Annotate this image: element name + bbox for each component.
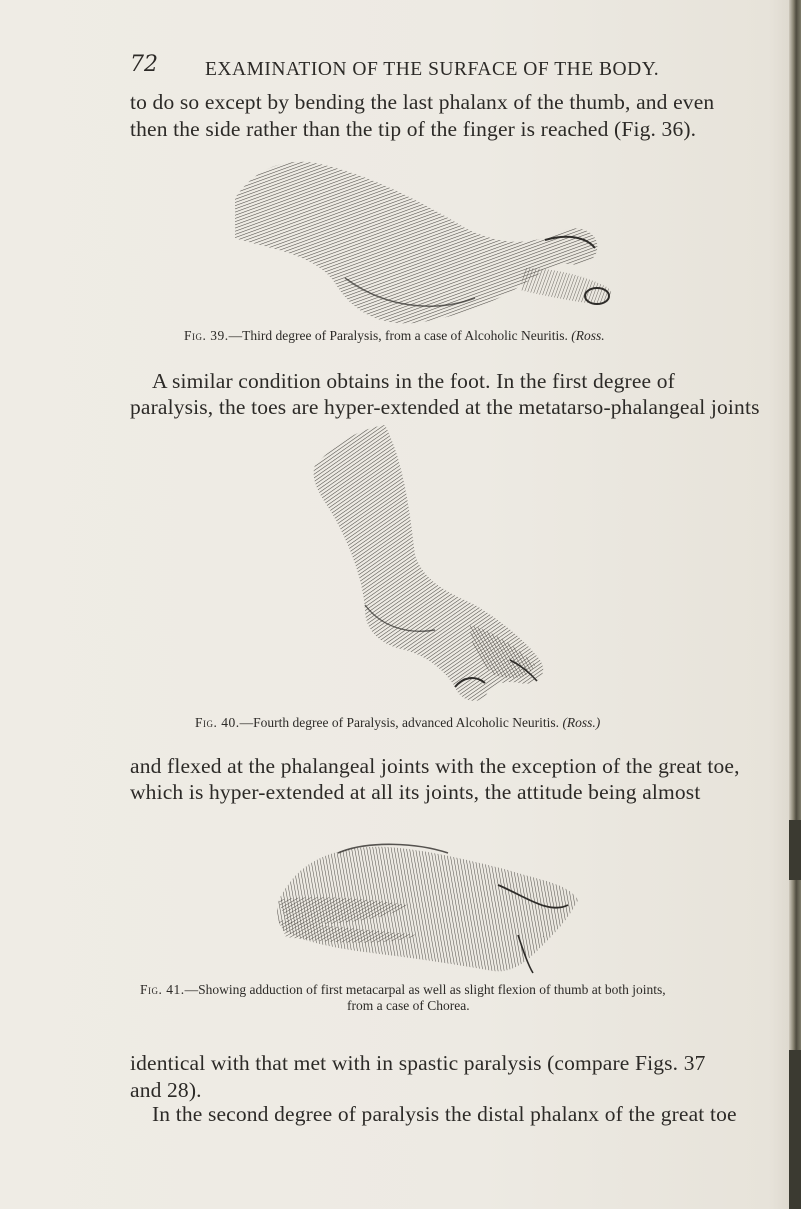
figure-40-label: Fig. 40. [195,715,240,730]
body-line: to do so except by bending the last phalanx of the thumb, and even [130,90,715,114]
figure-39-label: Fig. 39. [184,328,229,343]
figure-39-caption [184,328,605,344]
figure-41-caption-text: —Showing adduction of first metacarpal as well as slight flexion of thumb at both joints, [184,982,666,997]
figure-40-caption-text: —Fourth degree of Paralysis, advanced Alcoholic Neuritis. [239,715,560,730]
figure-40-caption [195,715,600,731]
figure-41-caption [140,982,666,998]
page-edge-shadow [789,0,801,1209]
body-line: identical with that met with in spastic paralysis (compare Figs. 37 [130,1051,706,1075]
body-line: In the second degree of paralysis the distal phalanx of the great toe [152,1102,737,1126]
body-line: paralysis, the toes are hyper-extended at the metatarso-phalangeal joints [130,395,760,419]
figure-41-label: Fig. 41. [140,982,185,997]
figure-39-source: (Ross. [571,328,605,343]
figure-41-hand-illustration [268,825,588,975]
figure-41-caption-line2: from a case of Chorea. [347,998,470,1013]
figure-39-caption-text: —Third degree of Paralysis, from a case of Alcoholic Neuritis. [228,328,568,343]
page-number: 72 [130,52,158,77]
body-line: and flexed at the phalangeal joints with the exception of the great toe, [130,754,740,778]
figure-40-foot-illustration [295,425,565,705]
body-line: which is hyper-extended at all its joints, the attitude being almost [130,780,701,804]
figure-39-hand-illustration [225,158,620,328]
body-line: then the side rather than the tip of the finger is reached (Fig. 36). [130,117,697,141]
body-line: A similar condition obtains in the foot. In the first degree of [152,369,675,393]
running-head: EXAMINATION OF THE SURFACE OF THE BODY. [205,59,660,80]
body-line: and 28). [130,1078,202,1102]
figure-40-source: (Ross.) [562,715,601,730]
page-edge-dark-segment [789,1050,801,1209]
page-edge-dark-segment [789,820,801,880]
